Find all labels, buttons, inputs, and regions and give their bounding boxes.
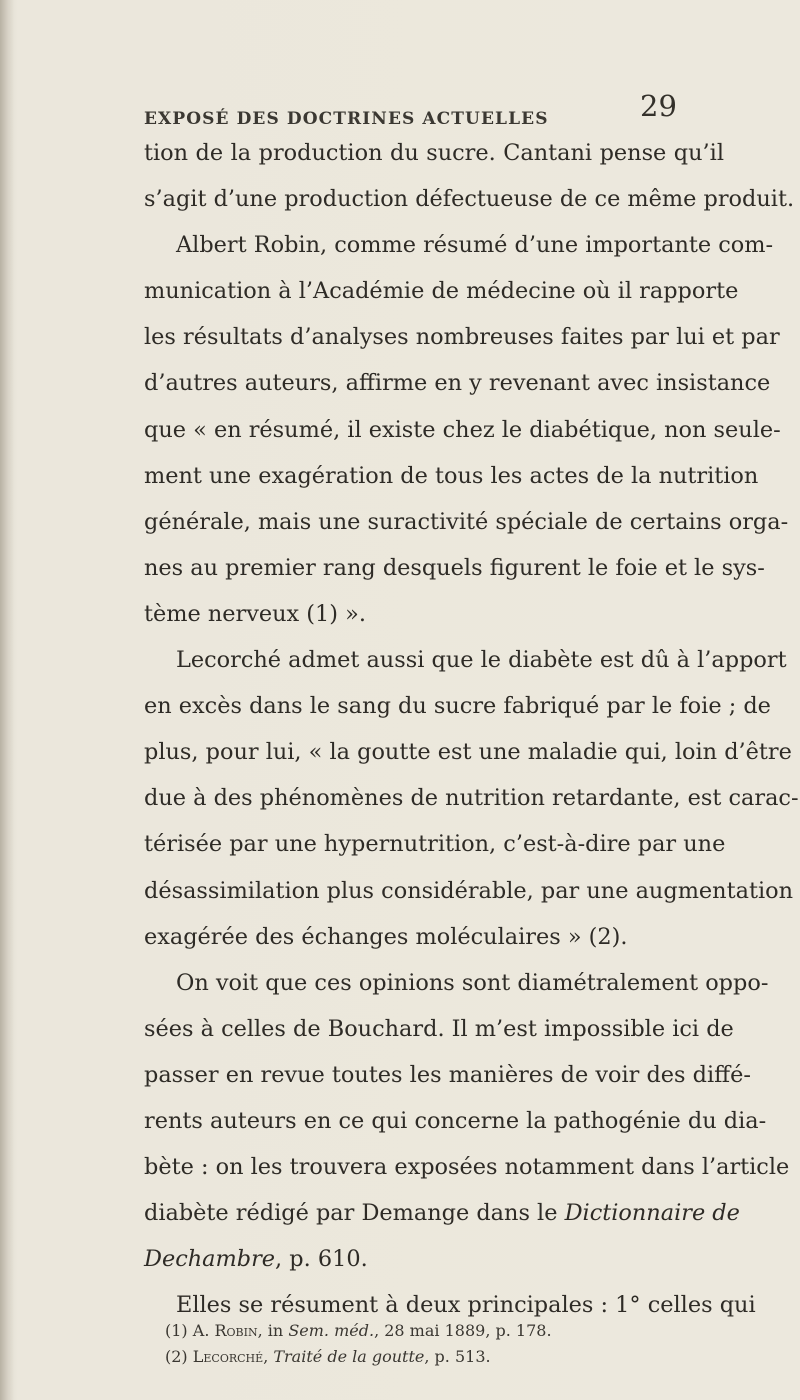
footnote-details: , p. 513. [424,1347,491,1366]
text-line: Elles se résument à deux principales : 1° celles qui [176,1292,756,1319]
footnote-author: A. Robin [192,1321,258,1340]
footnote-number: (1) [165,1321,188,1340]
text-line: Lecorché admet aussi que le diabète est dû à l’apport [176,647,787,674]
text-line: d’autres auteurs, affirme en y revenant avec insistance [144,370,771,397]
page-number: 29 [640,89,677,123]
text-line: Albert Robin, comme résumé d’une importante com- [176,232,774,259]
text-line: s’agit d’une production défectueuse de ce même produit. [144,186,795,213]
footnote [165,1344,725,1370]
text-line: en excès dans le sang du sucre fabriqué par le foie ; de [144,693,771,720]
footnote-source: Sem. méd. [288,1321,375,1340]
text-line: ment une exagération de tous les actes de la nutrition [144,462,759,489]
running-title: EXPOSÉ DES DOCTRINES ACTUELLES [144,109,549,129]
text-line: passer en revue toutes les manières de voir des diffé- [144,1061,751,1088]
text-line-with-italic [144,1190,740,1236]
text-line: rents auteurs en ce qui concerne la pathogénie du dia- [144,1107,767,1134]
footnote-details: , 28 mai 1889, p. 178. [374,1321,552,1340]
text-line: générale, mais une suractivité spéciale de certains orga- [144,508,789,535]
text-line: tion de la production du sucre. Cantani pense qu’il [144,140,724,166]
text-line: plus, pour lui, « la goutte est une maladie qui, loin d’être [144,739,792,766]
footnotes [165,1318,725,1370]
text-line: On voit que ces opinions sont diamétralement oppo- [176,969,769,996]
text-line: nes au premier rang desquels figurent le foie et le sys- [144,554,765,581]
text-line: les résultats d’analyses nombreuses faites par lui et par [144,324,780,351]
footnote-author: Lecorché [192,1347,264,1366]
text-line: due à des phénomènes de nutrition retardante, est carac- [144,785,799,812]
footnote-number: (2) [165,1347,188,1366]
text-line: térisée par une hypernutrition, c’est-à-dire par une [144,831,726,858]
footnote-sep: , in [257,1321,289,1340]
text-line: que « en résumé, il existe chez le diabétique, non seule- [144,416,781,443]
italic-title: Dictionnaire de [564,1200,740,1227]
page-gutter-shadow [0,0,14,1400]
text-line: tème nerveux (1) ». [144,600,366,627]
footnote-sep: , [263,1347,274,1366]
footnote [165,1318,725,1344]
text-line: bète : on les trouvera exposées notamment dans l’article [144,1154,790,1181]
text-line: sées à celles de Bouchard. Il m’est impossible ici de [144,1015,734,1042]
italic-title-end: Dechambre [144,1246,276,1273]
text-line: désassimilation plus considérable, par une augmentation [144,877,794,904]
text-fragment: diabète rédigé par Demange dans le [144,1200,565,1227]
text-fragment: , p. 610. [275,1246,368,1273]
text-line: munication à l’Académie de médecine où il rapporte [144,278,739,305]
text-line-with-italic [144,1236,724,1282]
body-text [144,130,799,1328]
text-line: exagérée des échanges moléculaires » (2). [144,923,628,950]
footnote-source: Traité de la goutte [273,1347,425,1366]
